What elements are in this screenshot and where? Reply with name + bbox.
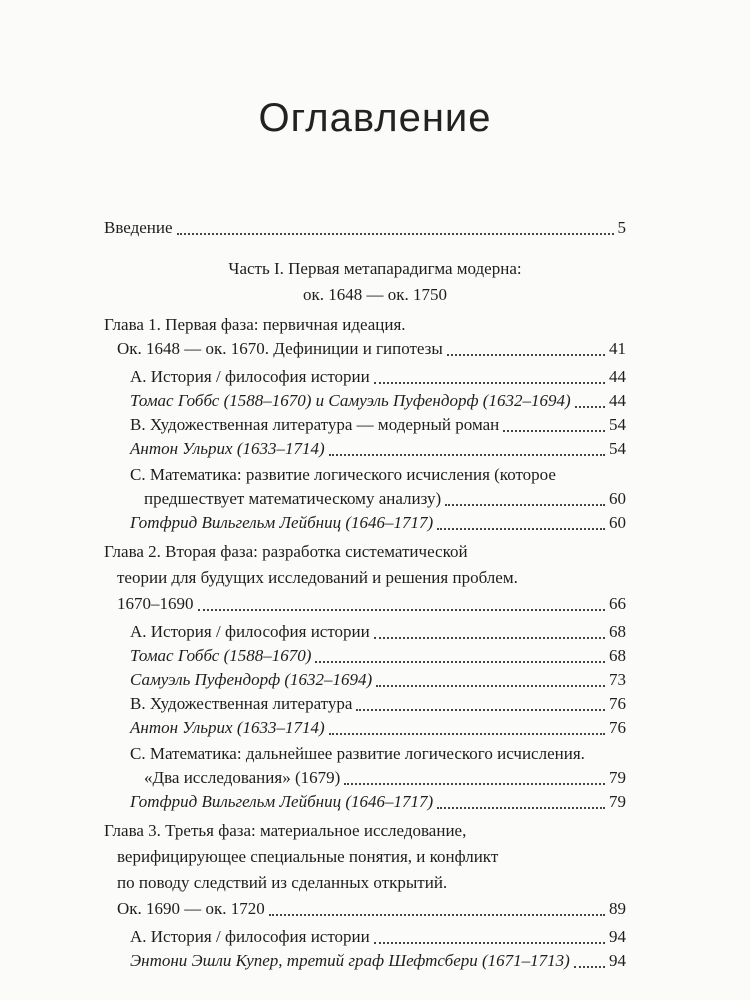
leader-dots [374,381,605,384]
leader-dots [177,232,614,235]
toc-entry-text: предшествует математическому анализу) [144,489,442,508]
chapter-3-heading-line1: Глава 3. Третья фаза: материальное исследование, [104,821,467,840]
leader-dots [503,429,605,432]
toc-page-number: 60 [609,489,626,508]
chapter-3-heading-line2: верифицирующее специальные понятия, и конфликт [117,847,499,866]
toc-entry-ch2-a[interactable] [130,620,626,644]
toc-entry-ch1-a[interactable] [130,365,626,389]
toc-page-number: 68 [609,646,626,665]
leader-dots [575,405,605,408]
toc-entry-ch1-hobbes-pufendorf[interactable] [130,389,626,413]
toc-entry-text: A. История / философия истории [130,367,370,386]
leader-dots [198,608,606,611]
chapter-2-heading-line2: теории для будущих исследований и решения проблем. [117,568,518,587]
page-title: Оглавление [258,96,492,140]
toc-entry-chapter-2[interactable] [117,592,626,616]
toc-entry-text: Готфрид Вильгельм Лейбниц (1646–1717) [130,792,434,811]
toc-page-number: 44 [609,391,626,410]
leader-dots [329,453,605,456]
leader-dots [269,913,605,916]
toc-entry-text: 1670–1690 [117,594,194,613]
chapter-2-heading-line1: Глава 2. Вторая фаза: разработка систематической [104,542,468,561]
toc-entry-ch2-pufendorf[interactable] [130,668,626,692]
toc-entry-text: Томас Гоббс (1588–1670) и Самуэль Пуфендорф (1632–1694) [130,391,571,410]
leader-dots [376,684,605,687]
toc-entry-ch2-c[interactable] [144,766,626,790]
toc-entry-text: Томас Гоббс (1588–1670) [130,646,312,665]
toc-entry-text: B. Художественная литература [130,694,353,713]
toc-page-number: 76 [609,694,626,713]
leader-dots [437,527,605,530]
toc-page-number: 66 [609,594,626,613]
leader-dots [445,503,605,506]
toc-entry-text: Готфрид Вильгельм Лейбниц (1646–1717) [130,513,434,532]
toc-entry-ch1-c[interactable] [144,487,626,511]
leader-dots [344,782,605,785]
toc-page-number: 5 [617,218,626,237]
toc-page-number: 68 [609,622,626,641]
chapter-1-heading: Глава 1. Первая фаза: первичная идеация. [104,315,406,334]
toc-entry-ch2-b[interactable] [130,692,626,716]
leader-dots [374,636,605,639]
toc-page-number: 41 [609,339,626,358]
toc-entry-text: Антон Ульрих (1633–1714) [130,718,325,737]
toc-entry-chapter-3[interactable] [117,897,626,921]
toc-page-number: 73 [609,670,626,689]
leader-dots [315,660,605,663]
leader-dots [329,732,605,735]
toc-entry-text: Ок. 1648 — ок. 1670. Дефиниции и гипотезы [117,339,443,358]
toc-entry-text: Самуэль Пуфендорф (1632–1694) [130,670,373,689]
toc-entry-ch1-c-line1: C. Математика: развитие логического исчисления (которое [130,465,556,484]
leader-dots [374,941,605,944]
toc-entry-text: Введение [104,218,173,237]
toc-page-number: 76 [609,718,626,737]
toc-entry-ch1-b[interactable] [130,413,626,437]
toc-entry-ch3-shaftesbury[interactable] [130,949,626,973]
toc-page-number: 44 [609,367,626,386]
toc-entry-text: B. Художественная литература — модерный роман [130,415,500,434]
toc-entry-text: Энтони Эшли Купер, третий граф Шефтсбери (1671–1713) [130,951,570,970]
toc-entry-text: Антон Ульрих (1633–1714) [130,439,325,458]
toc-page-number: 94 [609,927,626,946]
toc-entry-chapter-1[interactable] [117,337,626,361]
toc-page-number: 60 [609,513,626,532]
toc-page-number: 54 [609,439,626,458]
toc-entry-text: «Два исследования» (1679) [144,768,341,787]
toc-entry-ch1-leibniz[interactable] [130,511,626,535]
toc-page-number: 94 [609,951,626,970]
toc-entry-ch2-hobbes[interactable] [130,644,626,668]
toc-page-number: 89 [609,899,626,918]
chapter-3-heading-line3: по поводу следствий из сделанных открытий. [117,873,448,892]
leader-dots [447,353,605,356]
toc-page-number: 54 [609,415,626,434]
leader-dots [574,965,605,968]
toc-entry-intro[interactable] [104,216,626,240]
toc-entry-ch2-ulrich[interactable] [130,716,626,740]
toc-entry-ch1-ulrich[interactable] [130,437,626,461]
toc-page-number: 79 [609,768,626,787]
toc-entry-text: Ок. 1690 — ок. 1720 [117,899,265,918]
leader-dots [437,806,605,809]
toc-entry-text: A. История / философия истории [130,927,370,946]
toc-page-number: 79 [609,792,626,811]
toc-entry-ch2-c-line1: C. Математика: дальнейшее развитие логического исчисления. [130,744,585,763]
toc-entry-ch3-a[interactable] [130,925,626,949]
toc-entry-text: A. История / философия истории [130,622,370,641]
toc-entry-ch2-leibniz[interactable] [130,790,626,814]
part-heading-line1: Часть I. Первая метапарадигма модерна: [228,259,522,278]
part-heading-line2: ок. 1648 — ок. 1750 [302,285,448,304]
leader-dots [356,708,605,711]
